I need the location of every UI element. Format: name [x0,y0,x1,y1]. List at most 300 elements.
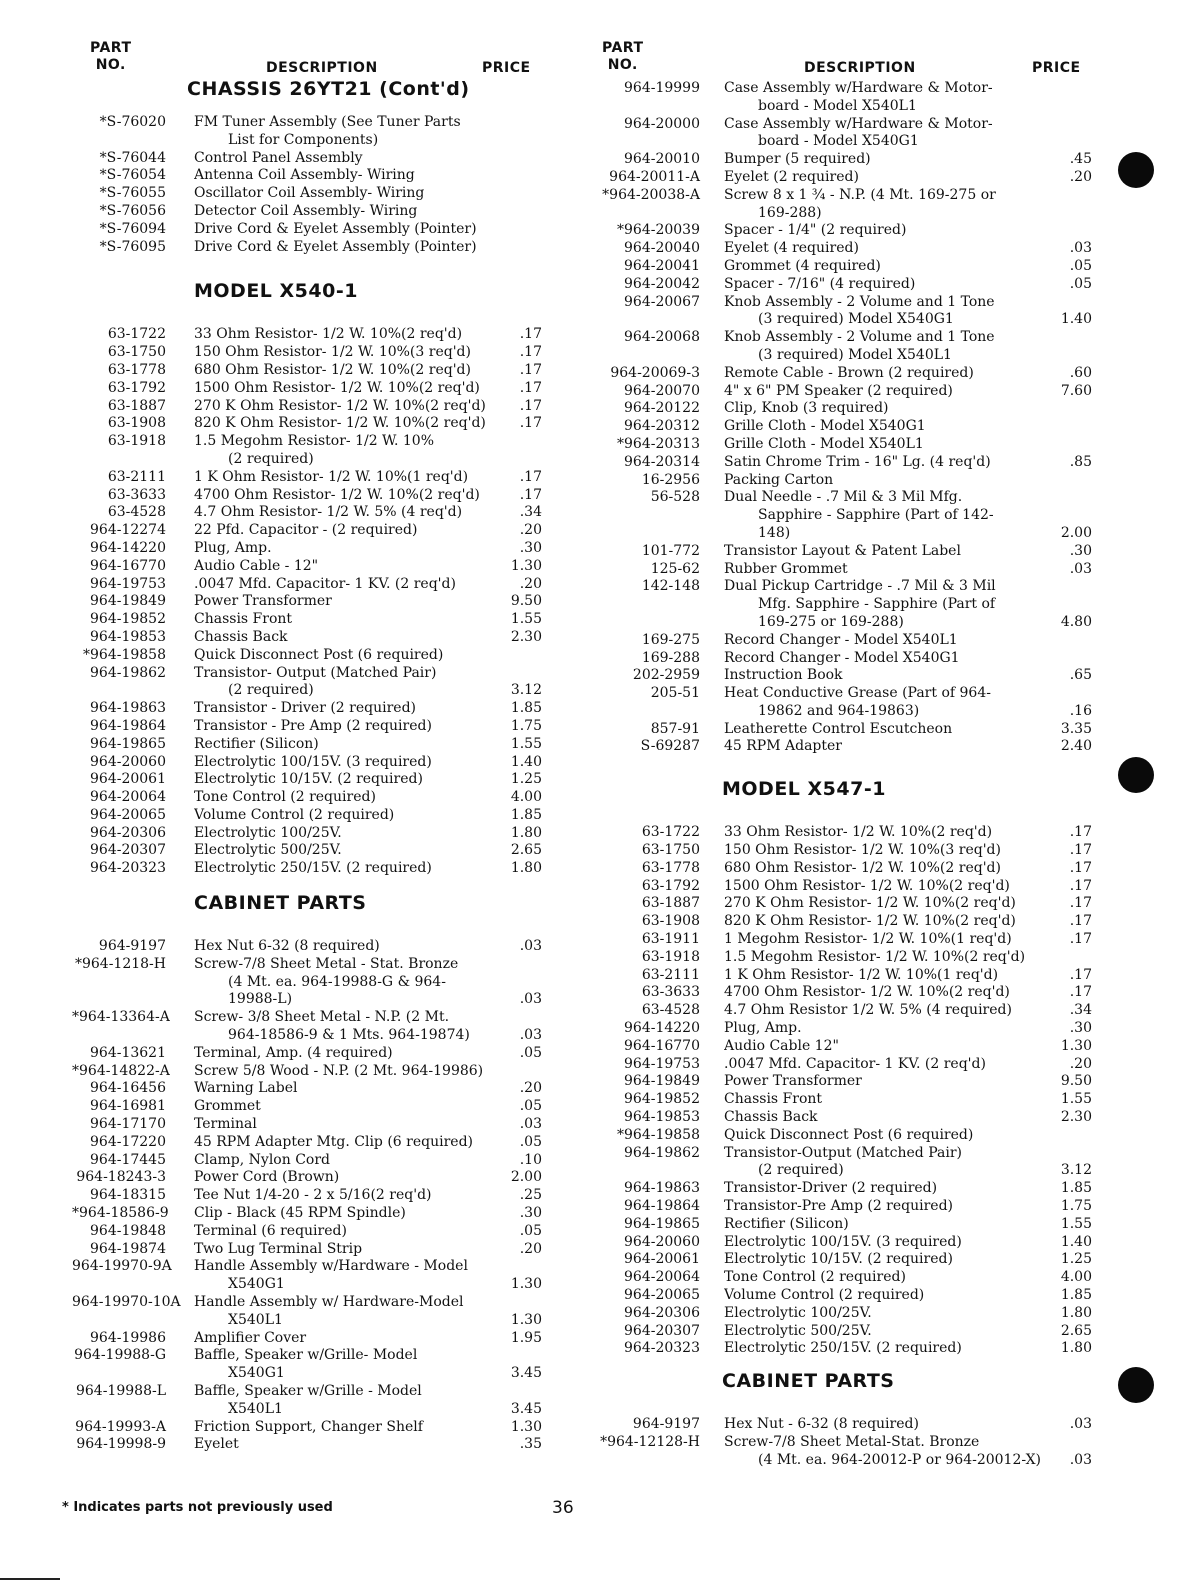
part-number: *964-19858 [617,1126,700,1143]
table-row [72,807,542,825]
part-number: 964-19863 [624,1180,700,1197]
table-row [72,1098,542,1116]
table-row [600,258,1092,276]
table-row [72,132,542,150]
table-row [72,239,542,257]
part-number: 964-12274 [90,522,166,539]
part-description: Baffle, Speaker w/Grille- Model [194,1347,418,1364]
part-number: 964-20069-3 [610,364,700,381]
binder-hole-icon [1118,1367,1154,1403]
part-price: 1.85 [510,700,542,717]
part-price: .17 [519,415,542,432]
part-number: 169-288 [641,649,700,666]
scan-mark [0,1578,60,1580]
part-description: Dual Needle - .7 Mil & 3 Mil Mfg. [724,489,963,506]
part-description: Rubber Grommet [724,560,848,577]
part-number: 964-19753 [624,1055,700,1072]
part-description: Chassis Front [194,611,293,628]
table-row [600,878,1092,896]
footnote: * Indicates parts not previously used [62,1500,333,1515]
price-heading: PRICE [482,60,531,76]
part-description: 270 K Ohm Resistor- 1/2 W. 10%(2 req'd) [194,397,486,414]
part-description: Tee Nut 1/4-20 - 2 x 5/16(2 req'd) [194,1187,432,1204]
part-description: Electrolytic 100/15V. (3 required) [194,753,432,770]
part-number: 857-91 [650,720,700,737]
table-row [72,593,542,611]
table-row [72,433,542,451]
table-row [72,611,542,629]
table-row [600,311,1092,329]
part-description: Transistor-Output (Matched Pair) [724,1144,962,1161]
part-number: 964-19865 [90,735,166,752]
part-price: 1.25 [510,771,542,788]
part-description: 820 K Ohm Resistor- 1/2 W. 10%(2 req'd) [194,415,486,432]
table-row [600,1020,1092,1038]
part-price [498,1294,542,1312]
section-title: CABINET PARTS [194,892,367,915]
part-number: 964-19993-A [75,1418,166,1435]
part-description: FM Tuner Assembly (See Tuner Parts [194,114,461,130]
table-row [600,1091,1092,1109]
part-number: 964-19848 [90,1222,166,1239]
part-price: .30 [519,1205,542,1222]
part-description: Grille Cloth - Model X540L1 [724,435,924,452]
part-number: 964-19863 [90,700,166,717]
part-description: Electrolytic 500/25V. [194,842,342,859]
part-number: 964-19999 [624,80,700,96]
part-price: .17 [519,468,542,485]
part-price [1044,400,1092,418]
part-number: 964-19852 [90,611,166,628]
part-description: Terminal, Amp. (4 required) [194,1044,393,1061]
part-description: 1500 Ohm Resistor- 1/2 W. 10%(2 req'd) [724,877,1010,894]
part-number [72,682,194,700]
part-price [1044,347,1092,365]
table-row [72,1152,542,1170]
part-number [72,1312,194,1330]
description-heading: DESCRIPTION [266,60,378,76]
table-row [600,1073,1092,1091]
part-number: *964-14822-A [72,1062,170,1079]
part-price: .20 [519,1240,542,1257]
table-row [600,1269,1092,1287]
table-row [72,1187,542,1205]
part-price: .03 [1069,240,1092,257]
part-description: Volume Control (2 required) [724,1287,925,1303]
part-price: 9.50 [1060,1073,1092,1090]
part-description: Satin Chrome Trim - 16" Lg. (4 req'd) [724,453,991,470]
table-row [600,1162,1092,1180]
part-description: Spacer - 7/16" (4 required) [724,275,916,292]
part-number: 964-14220 [90,539,166,556]
part-number [600,133,724,151]
part-description: Transistor- Output (Matched Pair) [194,664,437,681]
part-price [498,203,542,221]
part-description: Grommet (4 required) [724,257,881,274]
part-description: (4 Mt. ea. 964-20012-P or 964-20012-X) [758,1451,1042,1468]
part-number: *S-76056 [99,202,166,219]
part-number: 63-1918 [641,948,700,965]
table-row [72,451,542,469]
table-row [600,489,1092,507]
part-description: 4700 Ohm Resistor- 1/2 W. 10%(2 req'd) [194,486,480,503]
table-row [600,151,1092,169]
part-number: *S-76044 [99,149,166,166]
part-price: .30 [1069,542,1092,559]
part-price: .17 [519,326,542,343]
part-description: 4.7 Ohm Resistor- 1/2 W. 5% (4 req'd) [194,504,463,521]
table-row [72,1436,542,1454]
part-number: 125-62 [650,560,700,577]
table-row [600,1002,1092,1020]
table-row [72,1365,542,1383]
part-price: 2.30 [1060,1109,1092,1126]
part-number: 63-1911 [641,931,700,948]
part-description: Instruction Book [724,667,843,684]
part-price: 1.40 [510,753,542,770]
part-description: Antenna Coil Assembly- Wiring [194,167,415,184]
part-price [498,150,542,168]
left-column-header [72,40,542,80]
part-price: .03 [1069,560,1092,577]
part-price [1044,418,1092,436]
part-price: 1.55 [1060,1091,1092,1108]
part-price: .17 [519,379,542,396]
table-row [600,436,1092,454]
part-description: Sapphire - Sapphire (Part of 142- [758,507,994,524]
part-description: Warning Label [194,1080,298,1097]
part-price: .17 [519,344,542,361]
table-row [72,629,542,647]
part-no-heading: PART NO. [90,40,132,73]
part-price: .45 [1069,151,1092,168]
table-row [72,1169,542,1187]
part-number: 63-1908 [641,913,700,930]
part-price [1044,80,1092,98]
table-row [600,1234,1092,1252]
part-number: 964-9197 [98,938,166,955]
left-column [72,40,542,1454]
part-description: Packing Carton [724,471,834,488]
page-number: 36 [552,1498,574,1518]
part-price [498,1347,542,1365]
part-price [1044,489,1092,507]
table-row [600,1216,1092,1234]
part-price: 3.12 [1060,1162,1092,1179]
table-row [600,472,1092,490]
table-row [72,344,542,362]
table-row [72,700,542,718]
section-title: MODEL X540-1 [194,280,358,303]
table-row [72,415,542,433]
part-description: Electrolytic 500/25V. [724,1322,872,1339]
part-number [72,132,194,150]
part-number: 964-20307 [624,1322,700,1339]
part-description: 22 Pfd. Capacitor - (2 required) [194,522,418,539]
part-price: .17 [1069,824,1092,841]
part-price: 1.55 [510,611,542,628]
part-price [498,1009,542,1027]
right-column-header [600,40,1092,80]
part-price: 1.80 [510,824,542,841]
table-row [72,558,542,576]
part-price: 3.35 [1060,720,1092,737]
part-number: 964-20312 [624,418,700,435]
table-row [72,487,542,505]
table-row [72,938,542,956]
part-number: 63-1778 [641,859,700,876]
parts-table [600,80,1092,756]
part-description: Power Transformer [724,1073,862,1090]
right-parts-list [600,80,1092,1470]
part-description: Control Panel Assembly [194,149,363,166]
part-description: Drive Cord & Eyelet Assembly (Pointer) [194,220,477,237]
part-no-heading: PART NO. [602,40,644,73]
part-price: 1.80 [1060,1304,1092,1321]
part-price: .05 [1069,257,1092,274]
part-number: 63-3633 [107,486,166,503]
part-description: Screw-7/8 Sheet Metal - Stat. Bronze [194,955,459,972]
part-number [600,614,724,632]
part-description: Rectifier (Silicon) [194,735,319,752]
table-row [600,187,1092,205]
part-description: 150 Ohm Resistor- 1/2 W. 10%(3 req'd) [194,344,471,361]
part-price [1044,187,1092,205]
part-description: 1.5 Megohm Resistor- 1/2 W. 10%(2 req'd) [724,948,1026,965]
section-title: CHASSIS 26YT21 (Cont'd) [187,78,470,100]
part-number: 964-17220 [90,1133,166,1150]
part-price [1044,1434,1092,1452]
table-row [600,860,1092,878]
part-number: 964-16456 [90,1080,166,1097]
part-description: board - Model X540G1 [758,133,919,150]
part-number: *964-12128-H [600,1433,700,1450]
part-description: 4700 Ohm Resistor- 1/2 W. 10%(2 req'd) [724,984,1010,1001]
table-row [600,1340,1092,1358]
part-price: .03 [519,938,542,955]
part-description: board - Model X540L1 [758,97,917,114]
part-number [72,1365,194,1383]
part-number: 101-772 [641,542,700,559]
part-description: .0047 Mfd. Capacitor- 1 KV. (2 req'd) [194,575,456,592]
table-row [600,913,1092,931]
part-description: Grommet [194,1098,261,1115]
part-description: Eyelet (4 required) [724,240,859,257]
part-description: X540L1 [228,1400,283,1417]
left-parts-list [72,78,542,1454]
part-price [1044,632,1092,650]
part-description: Chassis Front [724,1091,823,1108]
part-number: 964-19998-9 [76,1436,166,1453]
table-row [72,1063,542,1081]
table-row [600,205,1092,223]
table-row [600,80,1092,98]
part-number: 964-16770 [624,1037,700,1054]
part-number: 964-19986 [90,1329,166,1346]
part-price [1044,650,1092,668]
part-price [1044,222,1092,240]
table-row [600,967,1092,985]
part-number: 964-16981 [90,1098,166,1115]
part-description: Audio Cable 12" [724,1037,839,1054]
part-description: Terminal [194,1116,257,1133]
part-price: .05 [1069,275,1092,292]
part-number [600,507,724,525]
table-row [72,1312,542,1330]
table-row [600,1434,1092,1452]
table-row [72,1241,542,1259]
table-row [600,294,1092,312]
part-description: 148) [758,524,791,541]
part-price: 1.85 [510,806,542,823]
part-price [1044,436,1092,454]
part-description: X540G1 [228,1276,285,1293]
part-price: .17 [1069,842,1092,859]
part-price [498,1258,542,1276]
part-number: 964-18243-3 [76,1169,166,1186]
part-number: *S-76095 [99,238,166,255]
table-row [600,824,1092,842]
table-row [72,576,542,594]
table-row [72,398,542,416]
part-number: 63-1887 [107,397,166,414]
table-row [72,1276,542,1294]
part-number: 964-20122 [624,400,700,417]
part-description: 1 Megohm Resistor- 1/2 W. 10%(1 req'd) [724,931,1012,948]
part-price: .17 [519,361,542,378]
part-price: 4.00 [1060,1269,1092,1286]
part-price: .20 [1069,1055,1092,1072]
table-row [72,469,542,487]
part-description: Case Assembly w/Hardware & Motor- [724,115,993,132]
part-number: 964-19865 [624,1215,700,1232]
part-description: 270 K Ohm Resistor- 1/2 W. 10%(2 req'd) [724,895,1016,912]
table-row [600,667,1092,685]
part-number: 964-18315 [90,1187,166,1204]
table-row [600,276,1092,294]
part-price: .85 [1069,453,1092,470]
part-number: 202-2959 [632,667,700,684]
table-row [72,771,542,789]
table-row [600,240,1092,258]
part-number: 63-2111 [641,966,700,983]
binder-hole-icon [1118,152,1154,188]
part-description: Plug, Amp. [194,539,272,556]
part-number: 964-19862 [90,664,166,681]
part-description: Transistor - Pre Amp (2 required) [194,717,432,734]
part-description: Clamp, Nylon Cord [194,1151,331,1168]
table-row [600,632,1092,650]
part-description: X540G1 [228,1365,285,1382]
part-description: 964-18586-9 & 1 Mts. 964-19874) [228,1027,470,1044]
part-price [1044,949,1092,967]
table-row [600,347,1092,365]
part-number: *S-76020 [99,114,166,130]
table-row [72,114,542,132]
part-number: 964-20061 [624,1251,700,1268]
part-price: .03 [519,991,542,1008]
part-price: 2.30 [510,628,542,645]
part-number: 63-2111 [107,468,166,485]
part-description: Electrolytic 100/15V. (3 required) [724,1233,962,1250]
part-number: 964-20306 [90,824,166,841]
part-number [72,1401,194,1419]
part-price: .03 [519,1027,542,1044]
table-row [600,650,1092,668]
part-description: Electrolytic 250/15V. (2 required) [194,860,432,877]
part-price [498,433,542,451]
part-price: .17 [1069,931,1092,948]
part-description: Screw-7/8 Sheet Metal-Stat. Bronze [724,1433,980,1450]
part-number: *S-76055 [99,185,166,202]
part-price: 1.80 [1060,1340,1092,1357]
table-row [72,185,542,203]
table-row [72,362,542,380]
table-row [72,1205,542,1223]
part-number: 964-17170 [90,1116,166,1133]
part-description: Record Changer - Model X540L1 [724,631,958,648]
part-description: Hex Nut 6-32 (8 required) [194,938,380,955]
table-row [72,221,542,239]
table-row [600,721,1092,739]
part-price: 4.80 [1060,613,1092,630]
part-description: Audio Cable - 12" [194,557,319,574]
table-row [72,1347,542,1365]
part-description: Rectifier (Silicon) [724,1215,849,1232]
table-row [600,685,1092,703]
part-number: *964-19858 [83,646,166,663]
part-description: Bumper (5 required) [724,151,871,168]
part-number: 964-20042 [624,275,700,292]
part-number: 964-20041 [624,257,700,274]
table-row [600,543,1092,561]
part-price [1044,578,1092,596]
part-price: .65 [1069,667,1092,684]
part-price [498,1063,542,1081]
part-number: 63-4528 [641,1002,700,1019]
part-number [600,98,724,116]
part-price: .10 [519,1151,542,1168]
part-number: *964-13364-A [72,1009,170,1026]
parts-table [72,938,542,1454]
part-number: 964-20000 [624,115,700,132]
part-price [498,1383,542,1401]
part-description: 169-275 or 169-288) [758,613,904,630]
part-price: 9.50 [510,593,542,610]
part-description: 150 Ohm Resistor- 1/2 W. 10%(3 req'd) [724,842,1001,859]
table-row [72,974,542,992]
part-description: Case Assembly w/Hardware & Motor- [724,80,993,96]
table-row [72,1009,542,1027]
part-description: Tone Control (2 required) [194,789,376,806]
part-price [1044,507,1092,525]
part-price: .25 [519,1187,542,1204]
part-description: Remote Cable - Brown (2 required) [724,364,974,381]
table-row [600,1127,1092,1145]
part-description: Electrolytic 10/15V. (2 required) [724,1251,953,1268]
part-description: 19862 and 964-19863) [758,702,920,719]
part-number: *964-1218-H [74,955,166,972]
part-price [1044,294,1092,312]
part-number [72,1027,194,1045]
table-row [72,1116,542,1134]
part-description: Handle Assembly w/Hardware - Model [194,1258,468,1275]
part-price: .03 [1069,1451,1092,1468]
part-number: 63-1792 [641,877,700,894]
table-row [72,380,542,398]
table-row [72,665,542,683]
parts-table [600,1416,1092,1469]
